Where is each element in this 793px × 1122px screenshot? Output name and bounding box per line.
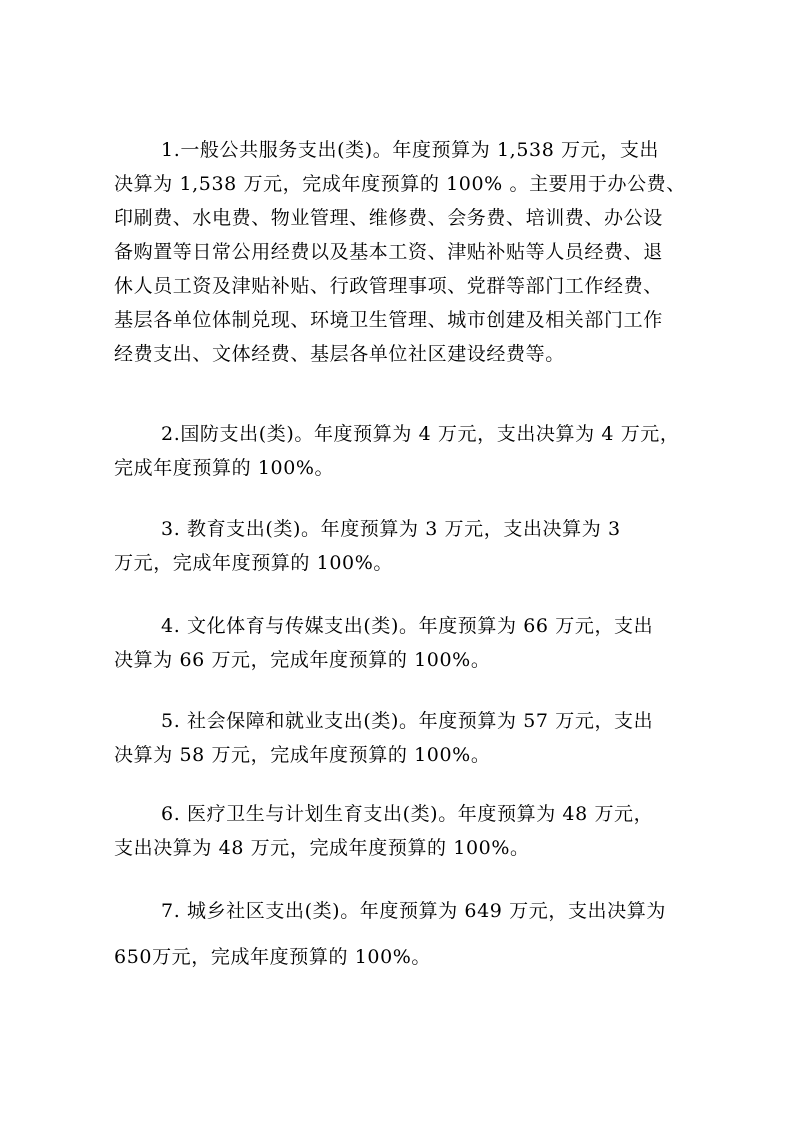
paragraph-line: 支出决算为 48 万元，完成年度预算的 100%。 <box>114 837 530 859</box>
paragraph-line: 决算为 1,538 万元，完成年度预算的 100% 。主要用于办公费、 <box>114 173 686 195</box>
paragraph-line: 650万元，完成年度预算的 100%。 <box>114 946 432 968</box>
paragraph-line: 决算为 58 万元，完成年度预算的 100%。 <box>114 744 491 766</box>
paragraph-line: 万元，完成年度预算的 100%。 <box>114 552 393 574</box>
paragraph-general-public-services <box>114 133 686 371</box>
paragraph-education <box>114 512 621 580</box>
paragraph-line: 印刷费、水电费、物业管理、维修费、会务费、培训费、办公设 <box>114 207 663 229</box>
paragraph-line: 2.国防支出(类)。年度预算为 4 万元，支出决算为 4 万元， <box>161 423 680 445</box>
paragraph-line: 6. 医疗卫生与计划生育支出(类)。年度预算为 48 万元， <box>161 803 654 825</box>
paragraph-line: 基层各单位体制兑现、环境卫生管理、城市创建及相关部门工作 <box>114 309 663 331</box>
paragraph-line: 5. 社会保障和就业支出(类)。年度预算为 57 万元，支出 <box>161 710 654 732</box>
paragraph-line: 7. 城乡社区支出(类)。年度预算为 649 万元，支出决算为 <box>161 900 666 922</box>
paragraph-line: 3. 教育支出(类)。年度预算为 3 万元，支出决算为 3 <box>161 518 621 540</box>
paragraph-urban-rural-community <box>114 888 666 980</box>
paragraph-national-defense <box>114 417 680 485</box>
paragraph-line: 经费支出、文体经费、基层各单位社区建设经费等。 <box>114 343 565 365</box>
paragraph-line: 完成年度预算的 100%。 <box>114 457 335 479</box>
paragraph-health-family-planning <box>114 797 653 865</box>
paragraph-line: 4. 文化体育与传媒支出(类)。年度预算为 66 万元，支出 <box>161 615 654 637</box>
paragraph-culture-sports-media <box>114 609 653 677</box>
paragraph-line: 备购置等日常公用经费以及基本工资、津贴补贴等人员经费、退 <box>114 241 663 263</box>
paragraph-line: 决算为 66 万元，完成年度预算的 100%。 <box>114 649 491 671</box>
paragraph-line: 1.一般公共服务支出(类)。年度预算为 1,538 万元，支出 <box>161 139 660 161</box>
paragraph-line: 休人员工资及津贴补贴、行政管理事项、党群等部门工作经费、 <box>114 275 663 297</box>
paragraph-social-security-employment <box>114 704 653 772</box>
